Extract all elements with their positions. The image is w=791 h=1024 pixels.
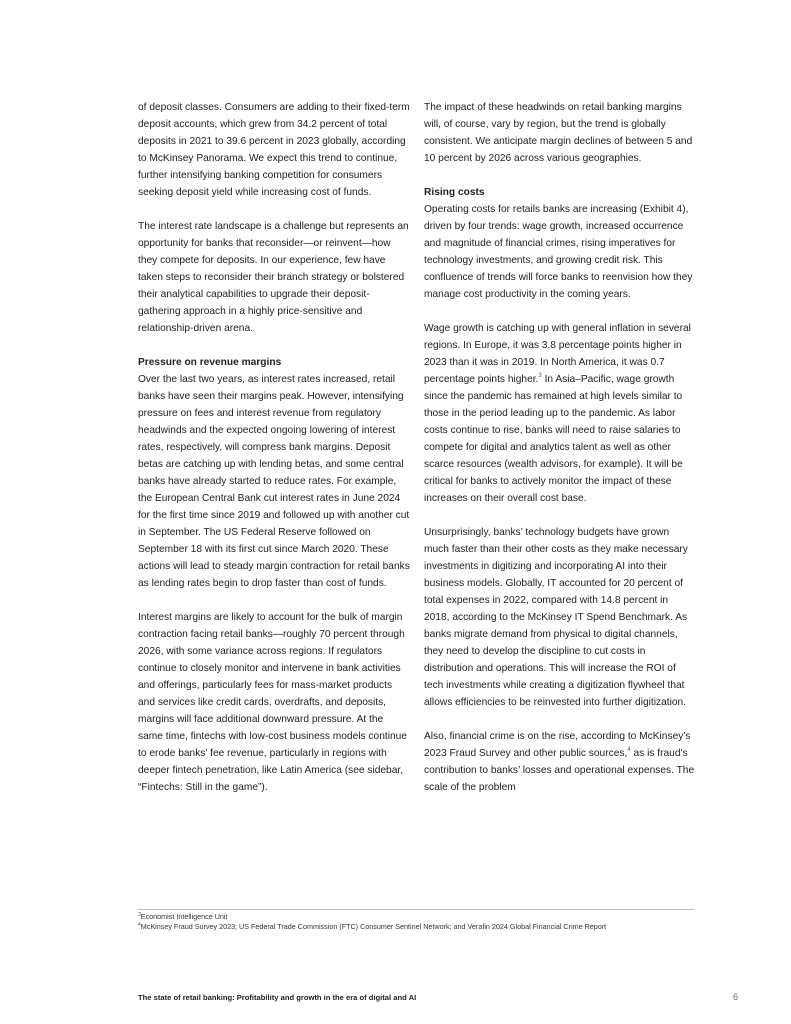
footnote-divider — [138, 909, 694, 910]
body-paragraph — [424, 728, 696, 796]
section-heading: Rising costs — [424, 187, 485, 198]
footnote-ref[interactable]: 4 — [627, 747, 631, 753]
footnote-text: McKinsey Fraud Survey 2023; US Federal Trade Commission (FTC) Consumer Sentinel Network; and Verafin 2024 Global Financial Crime Report — [140, 922, 607, 931]
footnote-number: 3 — [138, 912, 141, 918]
paragraph-text: as is fraud’s contribution to banks’ losses and operational expenses. The scale of the problem — [424, 748, 695, 793]
footnote-number: 4 — [138, 922, 141, 928]
footnote — [138, 922, 606, 932]
body-paragraph: Over the last two years, as interest rates increased, retail banks have seen their margins peak. However, intensifying pressure on fees and interest revenue from regulatory headwinds and the expected ongoing lowering of interest rates, respectively, will compress bank margins. Deposit betas are catching up with lending betas, and some central banks have already started to reduce rates. For example, the European Central Bank cut interest rates in June 2024 for the first time since 2019 and followed up with another cut in September. The US Federal Reserve followed on September 18 with its first cut since March 2020. These actions will lead to steady margin contraction for retail banks as lending rates begin to drop faster than cost of funds. — [138, 374, 410, 589]
body-paragraph: The impact of these headwinds on retail banking margins will, of course, vary by region, but the trend is globally consistent. We anticipate margin declines of between 5 and 10 percent by 2026 across various geographies. — [424, 102, 693, 164]
body-paragraph: The interest rate landscape is a challenge but represents an opportunity for banks that reconsider—or reinvent—how they compete for deposits. In our experience, few have taken steps to reconsider their branch strategy or bolstered their analytical capabilities to upgrade their deposit-gathering approach in a highly price-sensitive and relationship-driven arena. — [138, 221, 409, 334]
paragraph-text: Also, financial crime is on the rise, according to McKinsey’s 2023 Fraud Survey and other public sources, — [424, 731, 691, 759]
body-paragraph: Unsurprisingly, banks’ technology budgets have grown much faster than their other costs as they make necessary investments in digitizing and incorporating AI into their business models. Globally, IT accounted for 20 percent of total expenses in 2022, compared with 14.8 percent in 2018, according to the McKinsey IT Spend Benchmark. As banks migrate demand from physical to digital channels, they need to develop the discipline to cut costs in distribution and operations. This will increase the ROI of tech investments while creating a digitization flywheel that allows efficiencies to be reinvested into further digitization. — [424, 527, 688, 708]
footer-title: The state of retail banking: Profitability and growth in the era of digital and AI — [138, 993, 417, 1002]
body-paragraph: of deposit classes. Consumers are adding to their fixed-term deposit accounts, which grew from 34.2 percent of total deposits in 2021 to 39.6 percent in 2023 globally, according to McKinsey Panorama. We expect this trend to continue, further intensifying banking competition for consumers seeking deposit yield while increasing cost of funds. — [138, 102, 410, 198]
footnote-ref[interactable]: 3 — [538, 373, 542, 379]
footnote-text: Economist Intelligence Unit — [140, 912, 228, 921]
section-heading: Pressure on revenue margins — [138, 357, 282, 368]
left-column — [138, 99, 410, 796]
page-number: 6 — [733, 992, 739, 1002]
body-paragraph: Operating costs for retails banks are increasing (Exhibit 4), driven by four trends: wage growth, increased occurrence and magnitude of financial crimes, rising imperatives for technology investments, and growing credit risk. This confluence of trends will force banks to reenvision how they manage cost productivity in the coming years. — [424, 204, 693, 300]
footnote — [138, 912, 227, 922]
paragraph-text: In Asia–Pacific, wage growth since the pandemic has remained at high levels similar to those in the period leading up to the pandemic. As labor costs continue to rise, banks will need to raise salaries to compete for digital and analytics talent as well as other scarce resources (wealth advisors, for example). It will be critical for banks to actively monitor the impact of these increases on their overall cost base. — [424, 374, 683, 504]
body-paragraph — [424, 320, 696, 507]
right-column — [424, 99, 696, 796]
paragraph-text: Wage growth is catching up with general inflation in several regions. In Europe, it was 3.8 percentage points higher in 2023 than it was in 2019. In North America, it was 0.7 percentage points higher. — [424, 323, 691, 385]
body-paragraph: Interest margins are likely to account for the bulk of margin contraction facing retail banks—roughly 70 percent through 2026, with some variance across regions. If regulators continue to closely monitor and intervene in bank activities and offerings, particularly fees for mass-market products and services like credit cards, overdrafts, and deposits, margins will face additional downward pressure. At the same time, fintechs with low-cost business models continue to erode banks’ fee revenue, particularly in regions with deeper fintech penetration, like Latin America (see sidebar, “Fintechs: Still in the game”). — [138, 612, 407, 793]
